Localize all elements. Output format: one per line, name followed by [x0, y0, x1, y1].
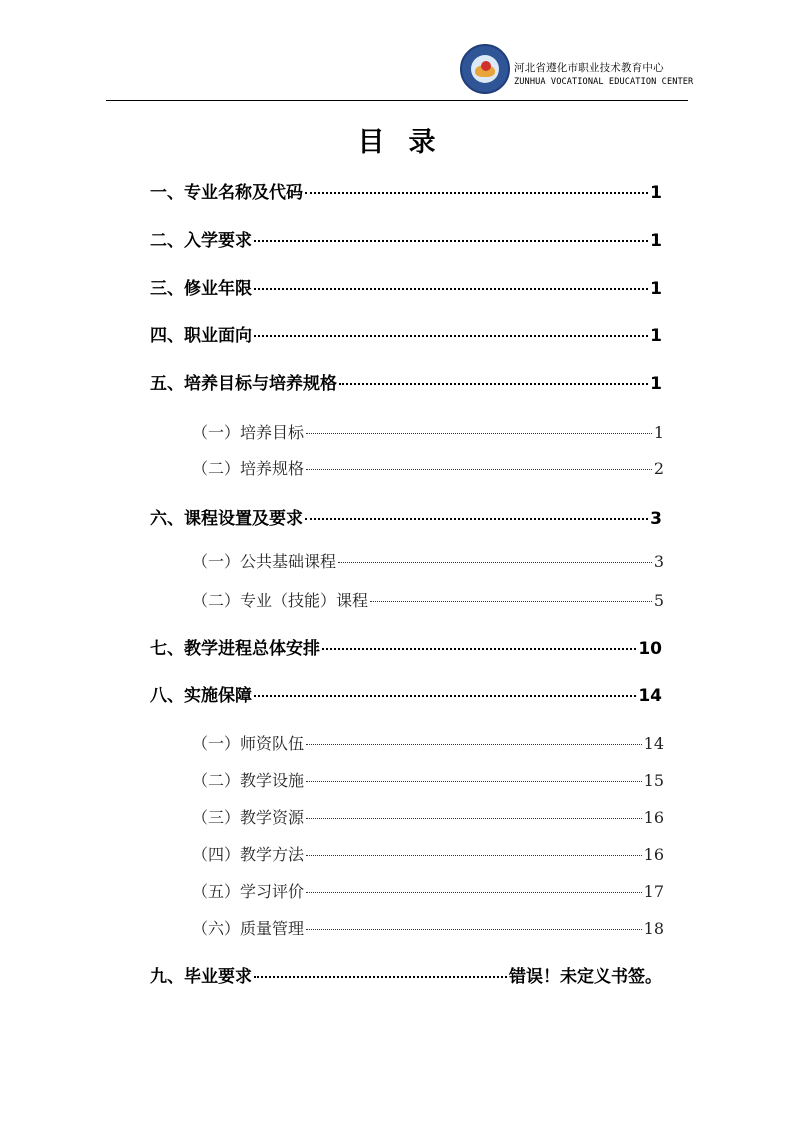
- toc-dot-leader: [306, 929, 642, 930]
- toc-dot-leader: [254, 240, 648, 242]
- toc-entry-page: 15: [643, 771, 664, 790]
- toc-entry-page: 3: [650, 509, 662, 529]
- toc-entry-label: 二、入学要求: [150, 231, 252, 251]
- toc-entry-label: （一）培养目标: [192, 423, 305, 442]
- toc-entry-page: 1: [653, 423, 664, 442]
- toc-dot-leader: [338, 562, 652, 563]
- toc-entry[interactable]: [150, 226, 662, 251]
- toc-entry-page: 5: [653, 591, 664, 610]
- toc-entry-label: （二）教学设施: [192, 771, 305, 790]
- toc-entry-page: 18: [643, 919, 664, 938]
- toc-entry[interactable]: [192, 420, 664, 443]
- toc-entry-page: 1: [650, 183, 662, 203]
- toc-entry-page: 14: [638, 686, 662, 706]
- toc-dot-leader: [306, 433, 652, 434]
- toc-entry[interactable]: [150, 962, 662, 987]
- toc-dot-leader: [254, 695, 636, 697]
- toc-entry[interactable]: [150, 178, 662, 203]
- toc-entry[interactable]: [192, 549, 664, 572]
- toc-entry[interactable]: [192, 456, 664, 479]
- toc-entry-page: 2: [653, 459, 664, 478]
- toc-entry-page: 1: [650, 279, 662, 299]
- toc-entry[interactable]: [150, 504, 662, 529]
- toc-entry[interactable]: [192, 842, 664, 865]
- toc-entry-label: （二）专业（技能）课程: [192, 591, 369, 610]
- toc-dot-leader: [254, 335, 648, 337]
- toc-entry-page: 17: [643, 882, 664, 901]
- toc-entry[interactable]: [150, 634, 662, 659]
- toc-entry-label: 九、毕业要求: [150, 967, 252, 987]
- toc-dot-leader: [306, 781, 642, 782]
- toc-dot-leader: [306, 818, 642, 819]
- toc-entry[interactable]: [192, 916, 664, 939]
- toc-dot-leader: [305, 518, 648, 520]
- toc-dot-leader: [306, 744, 642, 745]
- toc-entry[interactable]: [192, 731, 664, 754]
- toc-entry[interactable]: [192, 805, 664, 828]
- toc-entry-label: （一）师资队伍: [192, 734, 305, 753]
- toc-entry-page: 1: [650, 231, 662, 251]
- toc-entry-label: （三）教学资源: [192, 808, 305, 827]
- toc-entry-label: （五）学习评价: [192, 882, 305, 901]
- page-header: [106, 40, 694, 101]
- school-logo-icon: [460, 44, 510, 94]
- toc-entry-label: （六）质量管理: [192, 919, 305, 938]
- toc-entry-page: 10: [638, 639, 662, 659]
- toc-dot-leader: [254, 288, 648, 290]
- toc-entry-label: 六、课程设置及要求: [150, 509, 303, 529]
- toc-entry-label: （一）公共基础课程: [192, 552, 337, 571]
- toc-entry[interactable]: [192, 768, 664, 791]
- toc-dot-leader: [305, 192, 648, 194]
- toc-entry-page: 14: [643, 734, 664, 753]
- toc-entry[interactable]: [150, 321, 662, 346]
- toc-entry-page: 16: [643, 845, 664, 864]
- toc-entry-page: 错误！未定义书签。: [509, 967, 662, 987]
- toc-entry-label: （二）培养规格: [192, 459, 305, 478]
- toc-entry[interactable]: [150, 681, 662, 706]
- toc-entry[interactable]: [192, 588, 664, 611]
- toc-entry[interactable]: [150, 274, 662, 299]
- toc-dot-leader: [339, 383, 648, 385]
- toc-entry[interactable]: [192, 879, 664, 902]
- org-name-cn: 河北省遵化市职业技术教育中心: [514, 62, 664, 74]
- toc-entry-label: 七、教学进程总体安排: [150, 639, 320, 659]
- toc-dot-leader: [306, 469, 652, 470]
- toc-entry[interactable]: [150, 369, 662, 394]
- toc-entry-label: 四、职业面向: [150, 326, 252, 346]
- toc-entry-page: 1: [650, 326, 662, 346]
- toc-entry-label: 三、修业年限: [150, 279, 252, 299]
- toc-entry-page: 16: [643, 808, 664, 827]
- toc-dot-leader: [306, 855, 642, 856]
- toc-entry-label: （四）教学方法: [192, 845, 305, 864]
- toc-entry-label: 八、实施保障: [150, 686, 252, 706]
- toc-dot-leader: [322, 648, 636, 650]
- toc-entry-page: 3: [653, 552, 664, 571]
- toc-dot-leader: [306, 892, 642, 893]
- org-name-en: ZUNHUA VOCATIONAL EDUCATION CENTER: [514, 77, 694, 87]
- toc-entry-label: 五、培养目标与培养规格: [150, 374, 337, 394]
- toc-entry-page: 1: [650, 374, 662, 394]
- toc-dot-leader: [254, 976, 507, 978]
- page-title: 目录: [357, 127, 460, 158]
- toc-entry-label: 一、专业名称及代码: [150, 183, 303, 203]
- toc-dot-leader: [370, 601, 652, 602]
